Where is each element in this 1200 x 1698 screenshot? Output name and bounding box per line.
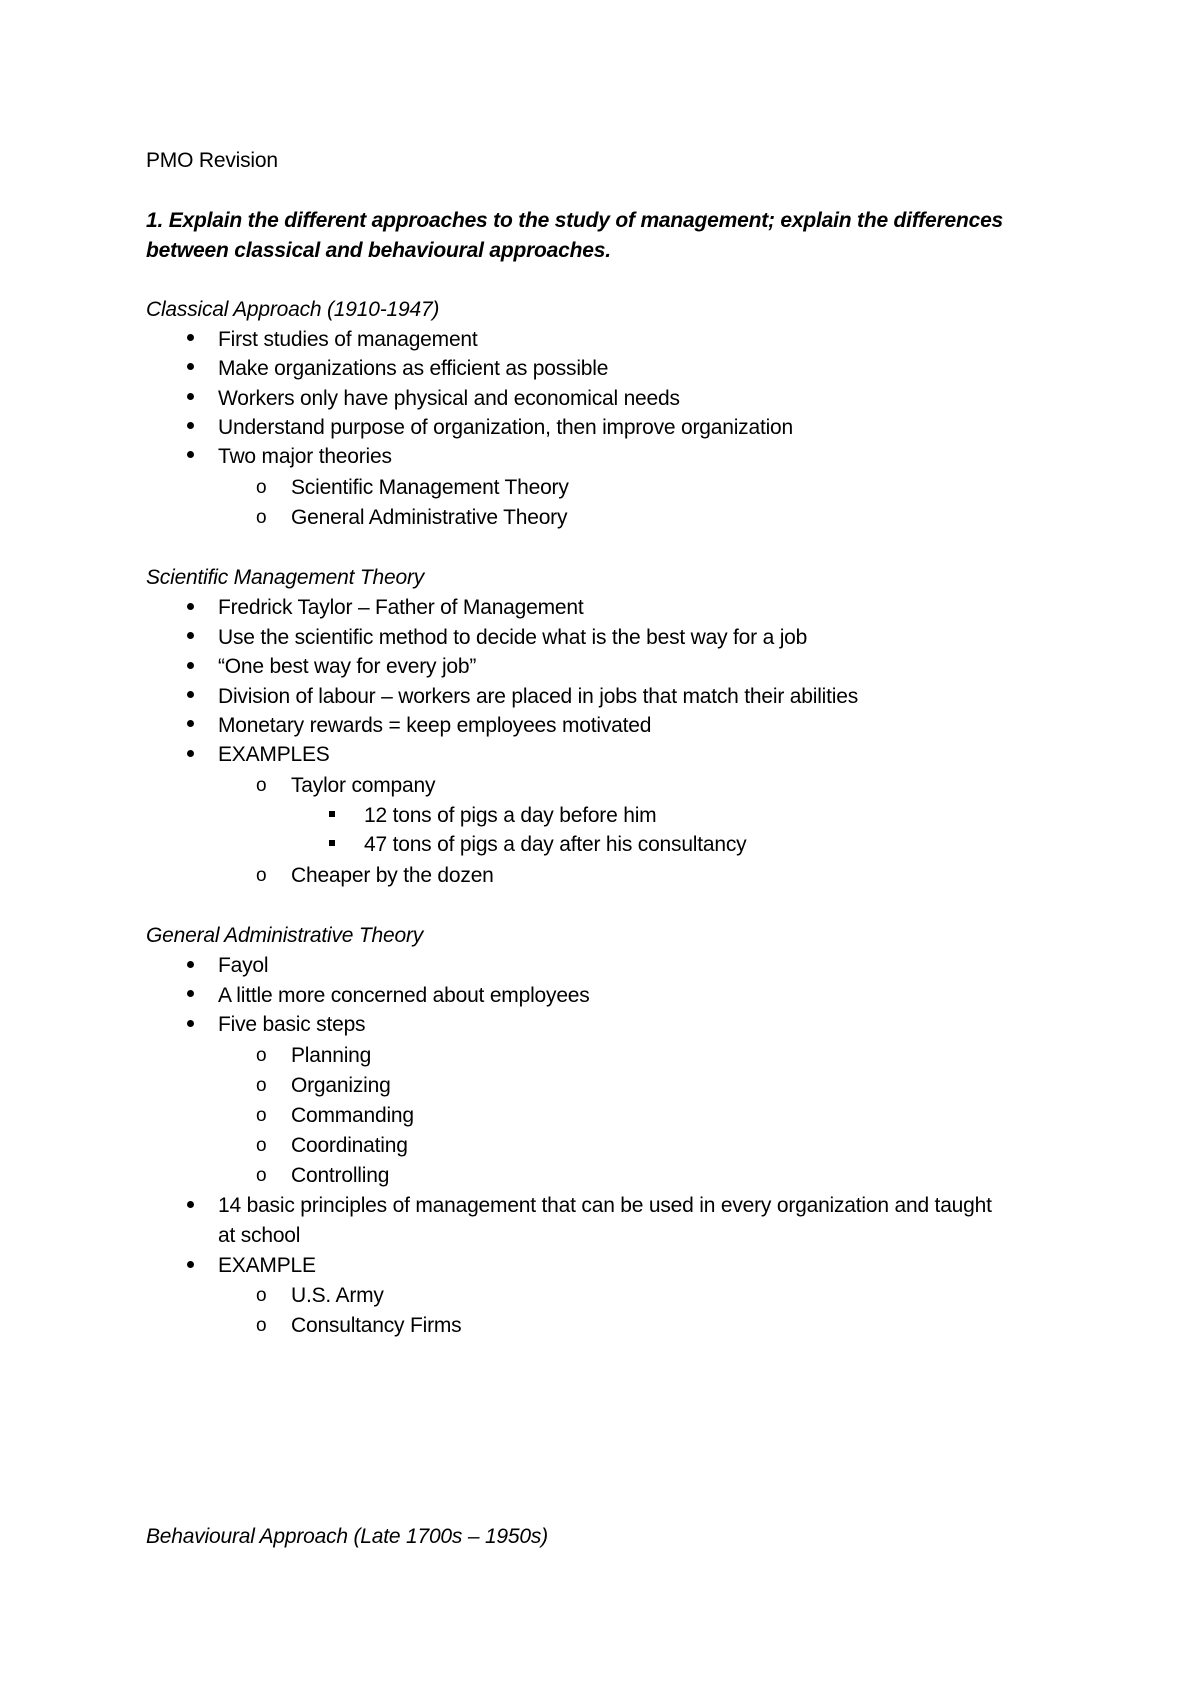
circle-bullet-icon: o <box>256 1135 267 1156</box>
general-principles-line-2: at school <box>218 1224 301 1247</box>
general-step: Planning <box>291 1044 372 1067</box>
bullet-icon <box>187 961 194 968</box>
bullet-icon <box>187 720 194 727</box>
circle-bullet-icon: o <box>256 1285 267 1306</box>
general-item: A little more concerned about employees <box>218 984 590 1007</box>
general-example: Consultancy Firms <box>291 1314 462 1337</box>
bullet-icon <box>187 603 194 610</box>
scientific-item: “One best way for every job” <box>218 655 477 678</box>
circle-bullet-icon: o <box>256 1165 267 1186</box>
bullet-icon <box>187 451 194 458</box>
general-step: Controlling <box>291 1164 390 1187</box>
bullet-icon <box>187 1261 194 1268</box>
general-example: U.S. Army <box>291 1284 384 1307</box>
general-item: Five basic steps <box>218 1013 366 1036</box>
classical-item: Understand purpose of organization, then improve organization <box>218 416 794 439</box>
classical-item: Make organizations as efficient as possible <box>218 357 609 380</box>
taylor-detail: 47 tons of pigs a day after his consultancy <box>364 833 747 856</box>
bullet-icon <box>187 334 194 341</box>
bullet-icon <box>187 750 194 757</box>
general-step: Organizing <box>291 1074 391 1097</box>
bullet-icon <box>187 691 194 698</box>
bullet-icon <box>187 662 194 669</box>
bullet-icon <box>187 393 194 400</box>
circle-bullet-icon: o <box>256 1105 267 1126</box>
scientific-heading: Scientific Management Theory <box>146 566 425 589</box>
scientific-example: Cheaper by the dozen <box>291 864 494 887</box>
circle-bullet-icon: o <box>256 865 267 886</box>
scientific-example: Taylor company <box>291 774 436 797</box>
classical-heading: Classical Approach (1910-1947) <box>146 298 440 321</box>
square-bullet-icon <box>329 811 335 817</box>
bullet-icon <box>187 1201 194 1208</box>
circle-bullet-icon: o <box>256 1045 267 1066</box>
classical-theory: General Administrative Theory <box>291 506 568 529</box>
scientific-item: Monetary rewards = keep employees motivated <box>218 714 652 737</box>
circle-bullet-icon: o <box>256 477 267 498</box>
question-line-2: between classical and behavioural approaches. <box>146 239 611 262</box>
behavioural-heading: Behavioural Approach (Late 1700s – 1950s) <box>146 1525 548 1548</box>
bullet-icon <box>187 363 194 370</box>
question-line-1: 1. Explain the different approaches to the study of management; explain the differences <box>146 209 1004 232</box>
bullet-icon <box>187 422 194 429</box>
scientific-item: EXAMPLES <box>218 743 330 766</box>
classical-item: First studies of management <box>218 328 478 351</box>
scientific-item: Division of labour – workers are placed in jobs that match their abilities <box>218 685 859 708</box>
circle-bullet-icon: o <box>256 1315 267 1336</box>
classical-item: Workers only have physical and economical needs <box>218 387 680 410</box>
general-item: Fayol <box>218 954 269 977</box>
square-bullet-icon <box>329 840 335 846</box>
general-principles-line-1: 14 basic principles of management that can be used in every organization and taught <box>218 1194 992 1217</box>
general-heading: General Administrative Theory <box>146 924 424 947</box>
general-step: Coordinating <box>291 1134 408 1157</box>
circle-bullet-icon: o <box>256 1075 267 1096</box>
scientific-item: Fredrick Taylor – Father of Management <box>218 596 584 619</box>
document-title: PMO Revision <box>146 149 278 172</box>
circle-bullet-icon: o <box>256 775 267 796</box>
scientific-item: Use the scientific method to decide what is the best way for a job <box>218 626 808 649</box>
general-example-label: EXAMPLE <box>218 1254 316 1277</box>
circle-bullet-icon: o <box>256 507 267 528</box>
bullet-icon <box>187 990 194 997</box>
taylor-detail: 12 tons of pigs a day before him <box>364 804 657 827</box>
classical-theory: Scientific Management Theory <box>291 476 569 499</box>
bullet-icon <box>187 1020 194 1027</box>
classical-item: Two major theories <box>218 445 392 468</box>
general-step: Commanding <box>291 1104 414 1127</box>
bullet-icon <box>187 632 194 639</box>
